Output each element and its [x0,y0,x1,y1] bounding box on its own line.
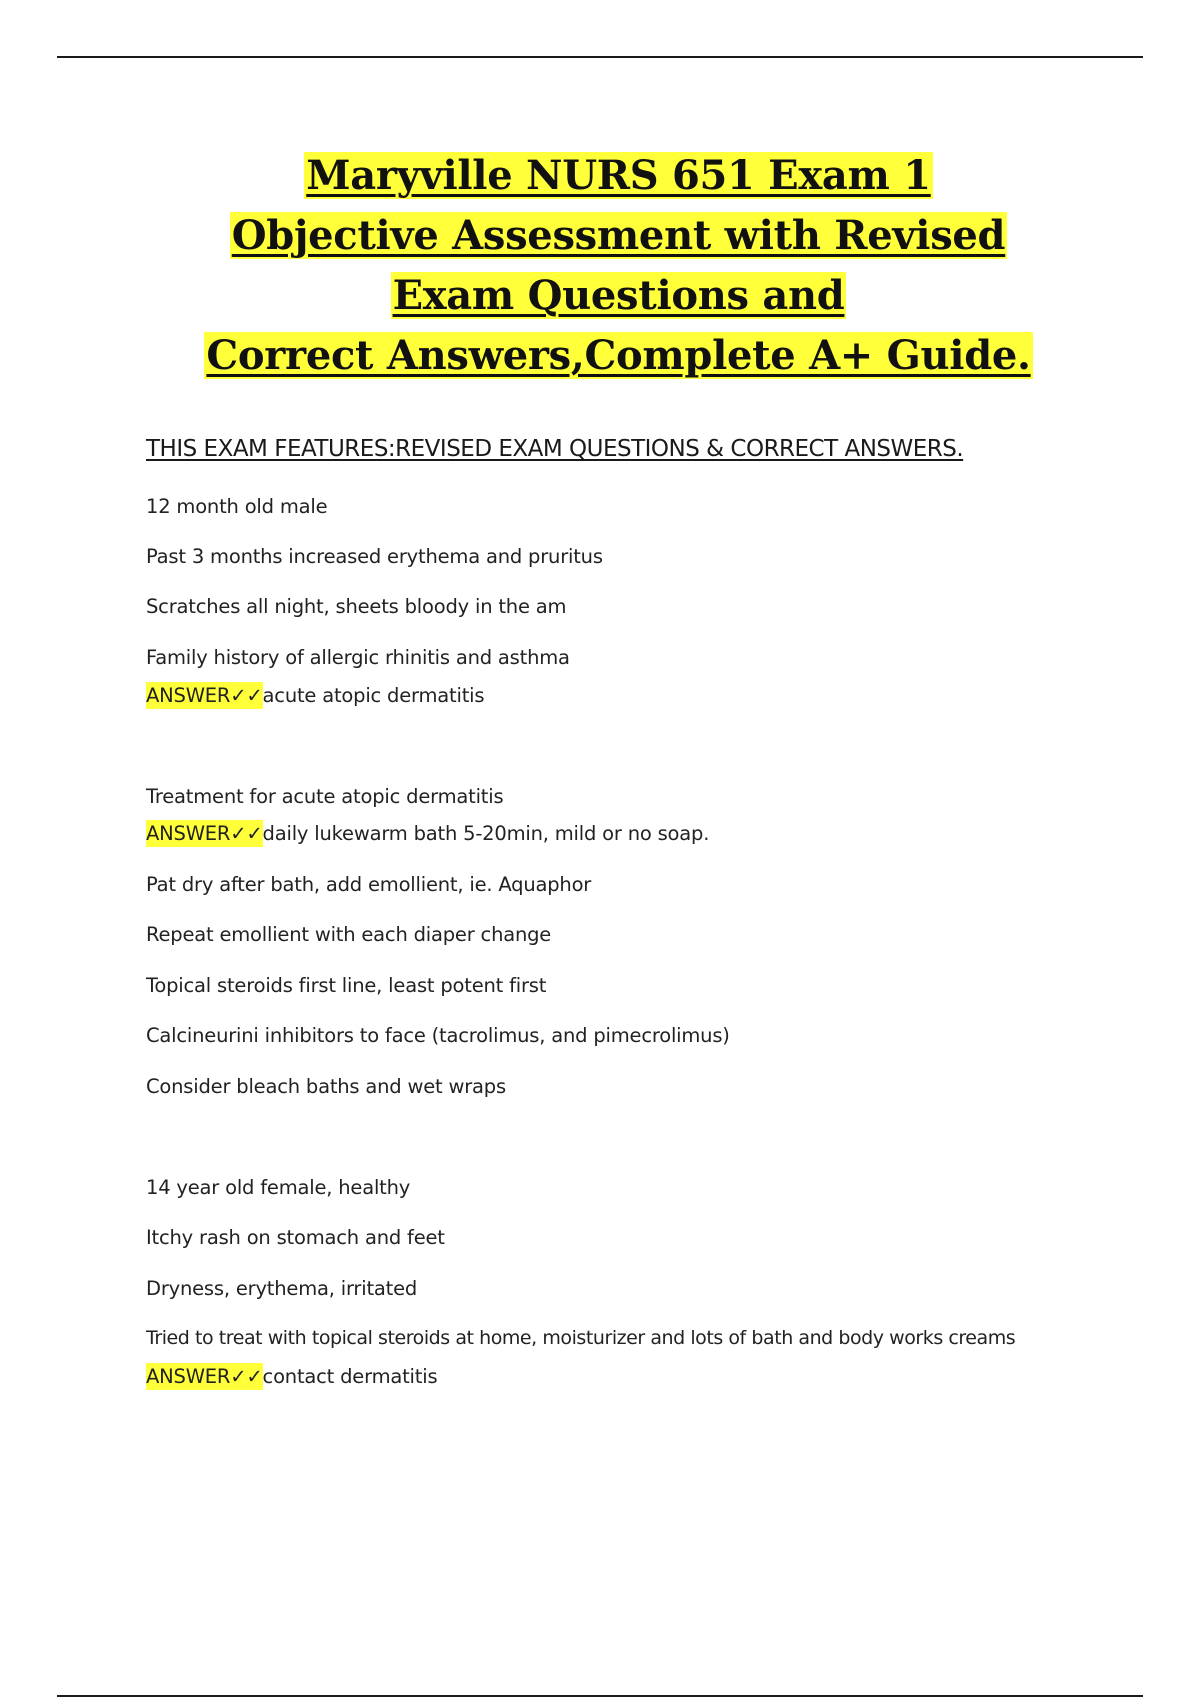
answer-label: ANSWER✓✓ [146,1365,263,1388]
q1-line: Scratches all night, sheets bloody in the am [146,595,567,618]
q2-answer [146,822,709,845]
answer-label: ANSWER✓✓ [146,822,263,845]
q3-line: Tried to treat with topical steroids at home, moisturizer and lots of bath and body works creams [146,1327,1016,1349]
q2-line: Pat dry after bath, add emollient, ie. Aquaphor [146,873,592,896]
q1-line: Past 3 months increased erythema and pruritus [146,545,603,568]
bottom-rule [57,1695,1143,1697]
title-line: Correct Answers,Complete A+ Guide. [206,332,1031,379]
document-title [0,146,1200,386]
q3-line: Dryness, erythema, irritated [146,1277,418,1300]
answer-text: acute atopic dermatitis [262,684,485,707]
answer-text: contact dermatitis [262,1365,438,1388]
title-line: Objective Assessment with Revised [231,212,1006,259]
answer-text: daily lukewarm bath 5-20min, mild or no soap. [262,822,710,845]
q3-answer [146,1365,437,1388]
features-heading: THIS EXAM FEATURES:REVISED EXAM QUESTIONS & CORRECT ANSWERS. [146,436,964,462]
q2-line: Calcineurini inhibitors to face (tacrolimus, and pimecrolimus) [146,1024,730,1047]
answer-label: ANSWER✓✓ [146,684,263,707]
q3-line: Itchy rash on stomach and feet [146,1226,445,1249]
q2-question: Treatment for acute atopic dermatitis [146,785,504,808]
title-line: Exam Questions and [392,272,845,319]
q2-line: Topical steroids first line, least potent first [146,974,547,997]
q3-line: 14 year old female, healthy [146,1176,411,1199]
q1-line: 12 month old male [146,495,328,518]
q1-answer [146,684,484,707]
q2-line: Consider bleach baths and wet wraps [146,1075,506,1098]
q2-line: Repeat emollient with each diaper change [146,923,552,946]
title-line: Maryville NURS 651 Exam 1 [306,152,931,199]
q1-line: Family history of allergic rhinitis and asthma [146,646,570,669]
top-rule [57,56,1143,58]
